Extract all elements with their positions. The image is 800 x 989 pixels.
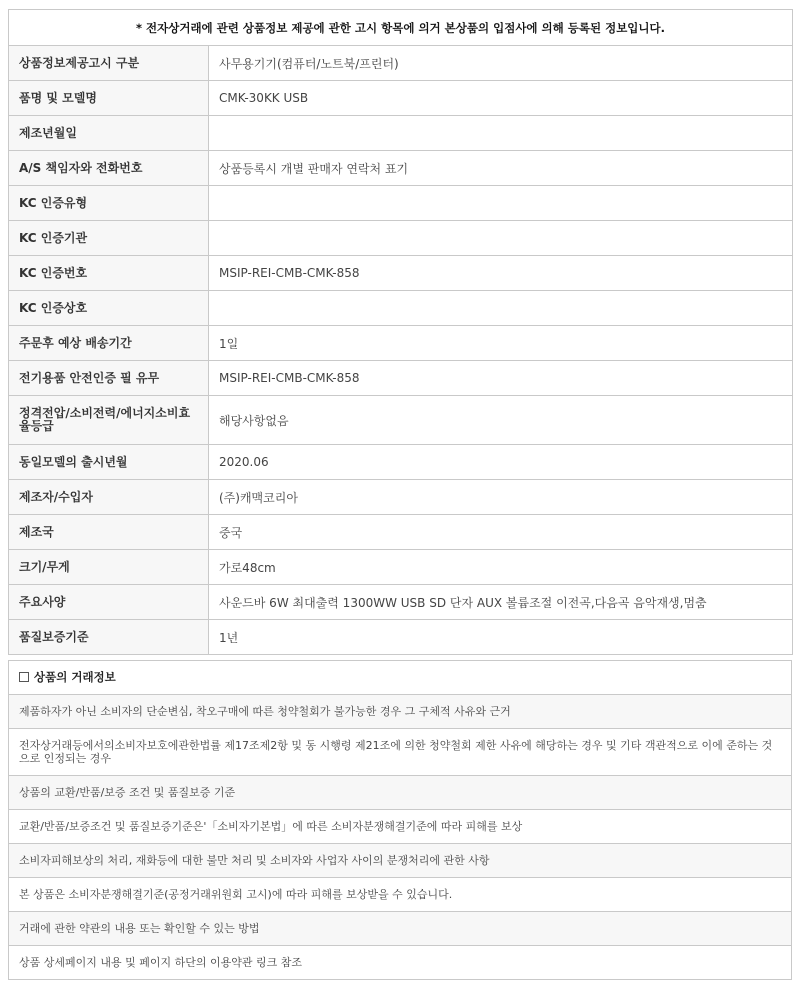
trade-text: 본 상품은 소비자분쟁해결기준(공정거래위원회 고시)에 따라 피해를 보상받을 수 있습니다. bbox=[9, 878, 792, 912]
trade-row bbox=[9, 946, 792, 980]
info-value bbox=[209, 291, 793, 326]
info-label: 제조년월일 bbox=[9, 116, 209, 151]
info-row-manufacture-date bbox=[9, 116, 793, 151]
info-row-manufacturer bbox=[9, 480, 793, 515]
info-value bbox=[209, 116, 793, 151]
info-row-kc-company bbox=[9, 291, 793, 326]
info-row-kc-type bbox=[9, 186, 793, 221]
info-value bbox=[209, 221, 793, 256]
info-value: 해당사항없음 bbox=[209, 396, 793, 445]
info-value: 중국 bbox=[209, 515, 793, 550]
info-label: A/S 책임자와 전화번호 bbox=[9, 151, 209, 186]
info-value: 1일 bbox=[209, 326, 793, 361]
trade-title-row bbox=[9, 661, 792, 695]
info-row-as-contact bbox=[9, 151, 793, 186]
info-value: CMK-30KK USB bbox=[209, 81, 793, 116]
trade-text: 제품하자가 아닌 소비자의 단순변심, 착오구매에 따른 청약철회가 불가능한 경우 그 구체적 사유와 근거 bbox=[9, 695, 792, 729]
info-row-kc-number bbox=[9, 256, 793, 291]
info-row-power bbox=[9, 396, 793, 445]
trade-info-table bbox=[8, 660, 792, 980]
trade-row bbox=[9, 729, 792, 776]
trade-text: 상품 상세페이지 내용 및 페이지 하단의 이용약관 링크 참조 bbox=[9, 946, 792, 980]
info-value: 사무용기기(컴퓨터/노트북/프린터) bbox=[209, 46, 793, 81]
trade-row bbox=[9, 776, 792, 810]
trade-text: 소비자피해보상의 처리, 재화등에 대한 불만 처리 및 소비자와 사업자 사이의 분쟁처리에 관한 사항 bbox=[9, 844, 792, 878]
info-value: 1년 bbox=[209, 620, 793, 655]
info-value: MSIP-REI-CMB-CMK-858 bbox=[209, 361, 793, 396]
info-label: 주문후 예상 배송기간 bbox=[9, 326, 209, 361]
info-value: 가로48cm bbox=[209, 550, 793, 585]
notice-row bbox=[9, 10, 793, 46]
info-value: 사운드바 6W 최대출력 1300WW USB SD 단자 AUX 볼륨조절 이전곡,다음곡 음악재생,멈춤 bbox=[209, 585, 793, 620]
info-label: KC 인증기관 bbox=[9, 221, 209, 256]
info-label: 제조자/수입자 bbox=[9, 480, 209, 515]
info-label: 제조국 bbox=[9, 515, 209, 550]
trade-row bbox=[9, 912, 792, 946]
info-row-kc-agency bbox=[9, 221, 793, 256]
info-row-category bbox=[9, 46, 793, 81]
trade-title-text: 상품의 거래정보 bbox=[34, 670, 116, 684]
info-row-shipping bbox=[9, 326, 793, 361]
checkbox-square-icon bbox=[19, 672, 29, 682]
info-label: 품명 및 모델명 bbox=[9, 81, 209, 116]
product-info-table bbox=[8, 9, 793, 655]
info-row-specs bbox=[9, 585, 793, 620]
trade-text: 거래에 관한 약관의 내용 또는 확인할 수 있는 방법 bbox=[9, 912, 792, 946]
info-label: 상품정보제공고시 구분 bbox=[9, 46, 209, 81]
info-value: 상품등록시 개별 판매자 연락처 표기 bbox=[209, 151, 793, 186]
trade-row bbox=[9, 878, 792, 912]
info-label: 전기용품 안전인증 필 유무 bbox=[9, 361, 209, 396]
info-value bbox=[209, 186, 793, 221]
notice-text: * 전자상거래에 관련 상품정보 제공에 관한 고시 항목에 의거 본상품의 입점사에 의해 등록된 정보입니다. bbox=[9, 10, 793, 46]
trade-row bbox=[9, 844, 792, 878]
info-label: 동일모델의 출시년월 bbox=[9, 445, 209, 480]
info-row-release bbox=[9, 445, 793, 480]
trade-text: 전자상거래등에서의소비자보호에관한법률 제17조제2항 및 동 시행령 제21조에 의한 청약철회 제한 사유에 해당하는 경우 및 기타 객관적으로 이에 준하는 것으로 인정되는 경우 bbox=[9, 729, 792, 776]
info-row-safety-cert bbox=[9, 361, 793, 396]
info-label: 정격전압/소비전력/에너지소비효율등급 bbox=[9, 396, 209, 445]
trade-text: 교환/반품/보증조건 및 품질보증기준은'「소비자기본법」에 따른 소비자분쟁해결기준에 따라 피해를 보상 bbox=[9, 810, 792, 844]
info-row-warranty bbox=[9, 620, 793, 655]
info-label: 품질보증기준 bbox=[9, 620, 209, 655]
info-value: (주)캐맥코리아 bbox=[209, 480, 793, 515]
info-row-model bbox=[9, 81, 793, 116]
trade-text: 상품의 교환/반품/보증 조건 및 품질보증 기준 bbox=[9, 776, 792, 810]
product-notice-container bbox=[8, 9, 792, 980]
info-label: 주요사양 bbox=[9, 585, 209, 620]
info-value: 2020.06 bbox=[209, 445, 793, 480]
info-label: KC 인증유형 bbox=[9, 186, 209, 221]
trade-row bbox=[9, 695, 792, 729]
info-row-size bbox=[9, 550, 793, 585]
trade-row bbox=[9, 810, 792, 844]
info-row-country bbox=[9, 515, 793, 550]
trade-title bbox=[9, 661, 792, 695]
info-label: KC 인증번호 bbox=[9, 256, 209, 291]
info-value: MSIP-REI-CMB-CMK-858 bbox=[209, 256, 793, 291]
info-label: KC 인증상호 bbox=[9, 291, 209, 326]
info-label: 크기/무게 bbox=[9, 550, 209, 585]
